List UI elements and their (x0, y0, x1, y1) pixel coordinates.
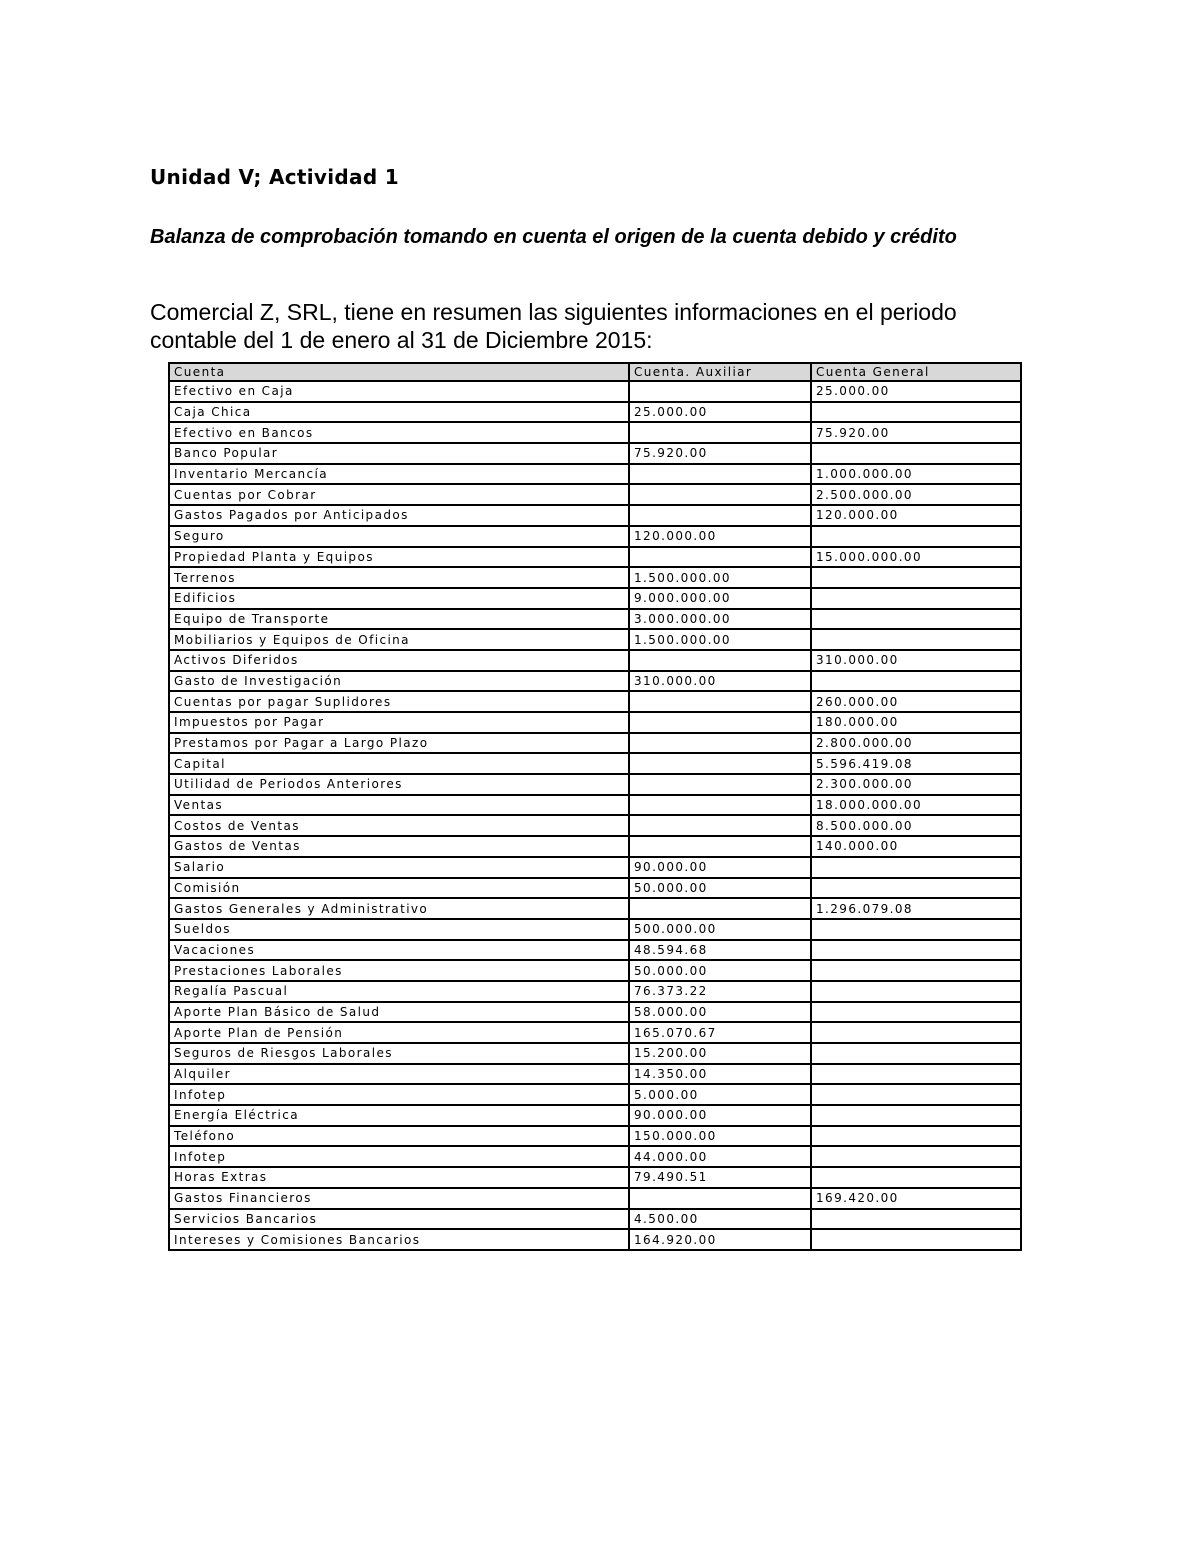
cell-cuenta-general: 140.000.00 (811, 836, 1021, 857)
table-row (169, 774, 1021, 795)
cell-cuenta-auxiliar: 90.000.00 (629, 857, 811, 878)
cell-cuenta-general (811, 919, 1021, 940)
cell-cuenta-auxiliar (629, 815, 811, 836)
cell-cuenta-auxiliar (629, 381, 811, 402)
cell-cuenta: Cuentas por pagar Suplidores (169, 691, 629, 712)
table-row (169, 857, 1021, 878)
table-row (169, 609, 1021, 630)
table-row (169, 733, 1021, 754)
cell-cuenta-general: 310.000.00 (811, 650, 1021, 671)
table-row (169, 878, 1021, 899)
cell-cuenta: Alquiler (169, 1064, 629, 1085)
cell-cuenta-auxiliar: 4.500.00 (629, 1209, 811, 1230)
cell-cuenta-general: 18.000.000.00 (811, 795, 1021, 816)
cell-cuenta-auxiliar (629, 753, 811, 774)
cell-cuenta-auxiliar: 90.000.00 (629, 1105, 811, 1126)
cell-cuenta-auxiliar (629, 422, 811, 443)
cell-cuenta: Cuentas por Cobrar (169, 484, 629, 505)
cell-cuenta: Energía Eléctrica (169, 1105, 629, 1126)
cell-cuenta-auxiliar: 9.000.000.00 (629, 588, 811, 609)
table-row (169, 1146, 1021, 1167)
cell-cuenta: Servicios Bancarios (169, 1209, 629, 1230)
cell-cuenta-auxiliar: 79.490.51 (629, 1167, 811, 1188)
table-row (169, 650, 1021, 671)
cell-cuenta-auxiliar: 5.000.00 (629, 1084, 811, 1105)
cell-cuenta: Salario (169, 857, 629, 878)
cell-cuenta-auxiliar (629, 650, 811, 671)
intro-line-2: contable del 1 de enero al 31 de Diciembre 2015: (150, 327, 653, 353)
cell-cuenta: Efectivo en Caja (169, 381, 629, 402)
table-row (169, 753, 1021, 774)
table-row (169, 505, 1021, 526)
table-row (169, 1105, 1021, 1126)
cell-cuenta: Banco Popular (169, 443, 629, 464)
cell-cuenta: Seguros de Riesgos Laborales (169, 1043, 629, 1064)
table-row (169, 1043, 1021, 1064)
cell-cuenta: Gastos Financieros (169, 1188, 629, 1209)
cell-cuenta-general (811, 1002, 1021, 1023)
cell-cuenta-general (811, 981, 1021, 1002)
table-row (169, 960, 1021, 981)
cell-cuenta-general (811, 402, 1021, 423)
cell-cuenta-auxiliar (629, 691, 811, 712)
cell-cuenta-general (811, 1167, 1021, 1188)
table-row (169, 836, 1021, 857)
cell-cuenta: Impuestos por Pagar (169, 712, 629, 733)
table-row (169, 1209, 1021, 1230)
header-cuenta: Cuenta (169, 363, 629, 381)
cell-cuenta: Regalía Pascual (169, 981, 629, 1002)
cell-cuenta-auxiliar: 50.000.00 (629, 878, 811, 899)
cell-cuenta-general (811, 960, 1021, 981)
cell-cuenta-general (811, 588, 1021, 609)
cell-cuenta-general (811, 857, 1021, 878)
cell-cuenta: Teléfono (169, 1126, 629, 1147)
cell-cuenta: Intereses y Comisiones Bancarios (169, 1229, 629, 1250)
cell-cuenta: Prestaciones Laborales (169, 960, 629, 981)
table-row (169, 691, 1021, 712)
cell-cuenta: Edificios (169, 588, 629, 609)
cell-cuenta-auxiliar (629, 836, 811, 857)
table-row (169, 567, 1021, 588)
cell-cuenta: Horas Extras (169, 1167, 629, 1188)
table-row (169, 443, 1021, 464)
cell-cuenta-general: 2.500.000.00 (811, 484, 1021, 505)
table-row (169, 547, 1021, 568)
cell-cuenta: Ventas (169, 795, 629, 816)
cell-cuenta: Sueldos (169, 919, 629, 940)
cell-cuenta-general: 1.296.079.08 (811, 898, 1021, 919)
table-row (169, 1064, 1021, 1085)
cell-cuenta-auxiliar: 164.920.00 (629, 1229, 811, 1250)
cell-cuenta-general (811, 629, 1021, 650)
cell-cuenta-auxiliar: 1.500.000.00 (629, 567, 811, 588)
table-row (169, 381, 1021, 402)
cell-cuenta: Caja Chica (169, 402, 629, 423)
cell-cuenta-auxiliar: 15.200.00 (629, 1043, 811, 1064)
cell-cuenta-auxiliar (629, 712, 811, 733)
cell-cuenta-general (811, 567, 1021, 588)
cell-cuenta-auxiliar (629, 464, 811, 485)
cell-cuenta-auxiliar: 500.000.00 (629, 919, 811, 940)
table-row (169, 629, 1021, 650)
cell-cuenta-auxiliar: 14.350.00 (629, 1064, 811, 1085)
cell-cuenta-general: 75.920.00 (811, 422, 1021, 443)
cell-cuenta: Utilidad de Periodos Anteriores (169, 774, 629, 795)
table-body (169, 381, 1021, 1250)
cell-cuenta-auxiliar: 58.000.00 (629, 1002, 811, 1023)
cell-cuenta-auxiliar: 50.000.00 (629, 960, 811, 981)
cell-cuenta-auxiliar: 310.000.00 (629, 671, 811, 692)
cell-cuenta-general (811, 1209, 1021, 1230)
cell-cuenta: Activos Diferidos (169, 650, 629, 671)
table-row (169, 815, 1021, 836)
cell-cuenta: Gastos de Ventas (169, 836, 629, 857)
table-row (169, 588, 1021, 609)
cell-cuenta: Infotep (169, 1146, 629, 1167)
cell-cuenta-general (811, 1146, 1021, 1167)
cell-cuenta: Infotep (169, 1084, 629, 1105)
table-row (169, 422, 1021, 443)
cell-cuenta-general: 5.596.419.08 (811, 753, 1021, 774)
cell-cuenta-general (811, 1126, 1021, 1147)
cell-cuenta: Gastos Generales y Administrativo (169, 898, 629, 919)
table-row (169, 484, 1021, 505)
table-row (169, 898, 1021, 919)
table-header-row (169, 363, 1021, 381)
header-cuenta-general: Cuenta General (811, 363, 1021, 381)
table-header (169, 363, 1021, 381)
cell-cuenta-general (811, 526, 1021, 547)
table-row (169, 402, 1021, 423)
cell-cuenta-general: 2.800.000.00 (811, 733, 1021, 754)
cell-cuenta: Terrenos (169, 567, 629, 588)
header-cuenta-auxiliar: Cuenta. Auxiliar (629, 363, 811, 381)
cell-cuenta: Propiedad Planta y Equipos (169, 547, 629, 568)
table-row (169, 1167, 1021, 1188)
cell-cuenta-auxiliar (629, 733, 811, 754)
cell-cuenta-general (811, 940, 1021, 961)
cell-cuenta-auxiliar (629, 505, 811, 526)
cell-cuenta-auxiliar: 76.373.22 (629, 981, 811, 1002)
table-row (169, 940, 1021, 961)
document-subtitle: Balanza de comprobación tomando en cuenta el origen de la cuenta debido y crédito (150, 226, 957, 248)
cell-cuenta-general: 8.500.000.00 (811, 815, 1021, 836)
document-title: Unidad V; Actividad 1 (150, 165, 399, 189)
table-row (169, 919, 1021, 940)
cell-cuenta: Equipo de Transporte (169, 609, 629, 630)
table-row (169, 464, 1021, 485)
table-row (169, 526, 1021, 547)
cell-cuenta-general: 120.000.00 (811, 505, 1021, 526)
cell-cuenta-general: 25.000.00 (811, 381, 1021, 402)
cell-cuenta: Inventario Mercancía (169, 464, 629, 485)
table-row (169, 712, 1021, 733)
cell-cuenta: Aporte Plan Básico de Salud (169, 1002, 629, 1023)
cell-cuenta-auxiliar (629, 1188, 811, 1209)
table-row (169, 671, 1021, 692)
cell-cuenta-general (811, 443, 1021, 464)
table-row (169, 1188, 1021, 1209)
cell-cuenta-general (811, 1064, 1021, 1085)
cell-cuenta-auxiliar: 120.000.00 (629, 526, 811, 547)
cell-cuenta-general (811, 671, 1021, 692)
accounts-table (168, 362, 1022, 1251)
cell-cuenta-general: 180.000.00 (811, 712, 1021, 733)
cell-cuenta-auxiliar: 44.000.00 (629, 1146, 811, 1167)
cell-cuenta-general: 260.000.00 (811, 691, 1021, 712)
cell-cuenta-auxiliar (629, 795, 811, 816)
cell-cuenta: Capital (169, 753, 629, 774)
cell-cuenta-auxiliar: 25.000.00 (629, 402, 811, 423)
table-row (169, 1126, 1021, 1147)
table-row (169, 1229, 1021, 1250)
table-row (169, 1084, 1021, 1105)
cell-cuenta-general: 1.000.000.00 (811, 464, 1021, 485)
cell-cuenta-auxiliar (629, 547, 811, 568)
cell-cuenta-general: 15.000.000.00 (811, 547, 1021, 568)
cell-cuenta-auxiliar (629, 484, 811, 505)
cell-cuenta-auxiliar: 165.070.67 (629, 1022, 811, 1043)
cell-cuenta-general (811, 1084, 1021, 1105)
cell-cuenta-general: 2.300.000.00 (811, 774, 1021, 795)
cell-cuenta-general (811, 1105, 1021, 1126)
cell-cuenta-auxiliar (629, 774, 811, 795)
cell-cuenta: Gasto de Investigación (169, 671, 629, 692)
cell-cuenta-auxiliar: 75.920.00 (629, 443, 811, 464)
cell-cuenta-general (811, 609, 1021, 630)
cell-cuenta: Aporte Plan de Pensión (169, 1022, 629, 1043)
cell-cuenta-general (811, 878, 1021, 899)
cell-cuenta: Comisión (169, 878, 629, 899)
table-row (169, 1002, 1021, 1023)
cell-cuenta: Gastos Pagados por Anticipados (169, 505, 629, 526)
intro-paragraph (150, 298, 1050, 354)
cell-cuenta-general (811, 1022, 1021, 1043)
cell-cuenta: Prestamos por Pagar a Largo Plazo (169, 733, 629, 754)
table-row (169, 1022, 1021, 1043)
cell-cuenta-auxiliar: 3.000.000.00 (629, 609, 811, 630)
cell-cuenta-general: 169.420.00 (811, 1188, 1021, 1209)
cell-cuenta-auxiliar: 48.594.68 (629, 940, 811, 961)
cell-cuenta: Costos de Ventas (169, 815, 629, 836)
cell-cuenta-general (811, 1229, 1021, 1250)
cell-cuenta-auxiliar: 150.000.00 (629, 1126, 811, 1147)
cell-cuenta-general (811, 1043, 1021, 1064)
table-row (169, 795, 1021, 816)
cell-cuenta-auxiliar: 1.500.000.00 (629, 629, 811, 650)
cell-cuenta: Efectivo en Bancos (169, 422, 629, 443)
cell-cuenta-auxiliar (629, 898, 811, 919)
intro-line-1: Comercial Z, SRL, tiene en resumen las siguientes informaciones en el periodo (150, 299, 957, 325)
table-row (169, 981, 1021, 1002)
cell-cuenta: Vacaciones (169, 940, 629, 961)
cell-cuenta: Seguro (169, 526, 629, 547)
cell-cuenta: Mobiliarios y Equipos de Oficina (169, 629, 629, 650)
